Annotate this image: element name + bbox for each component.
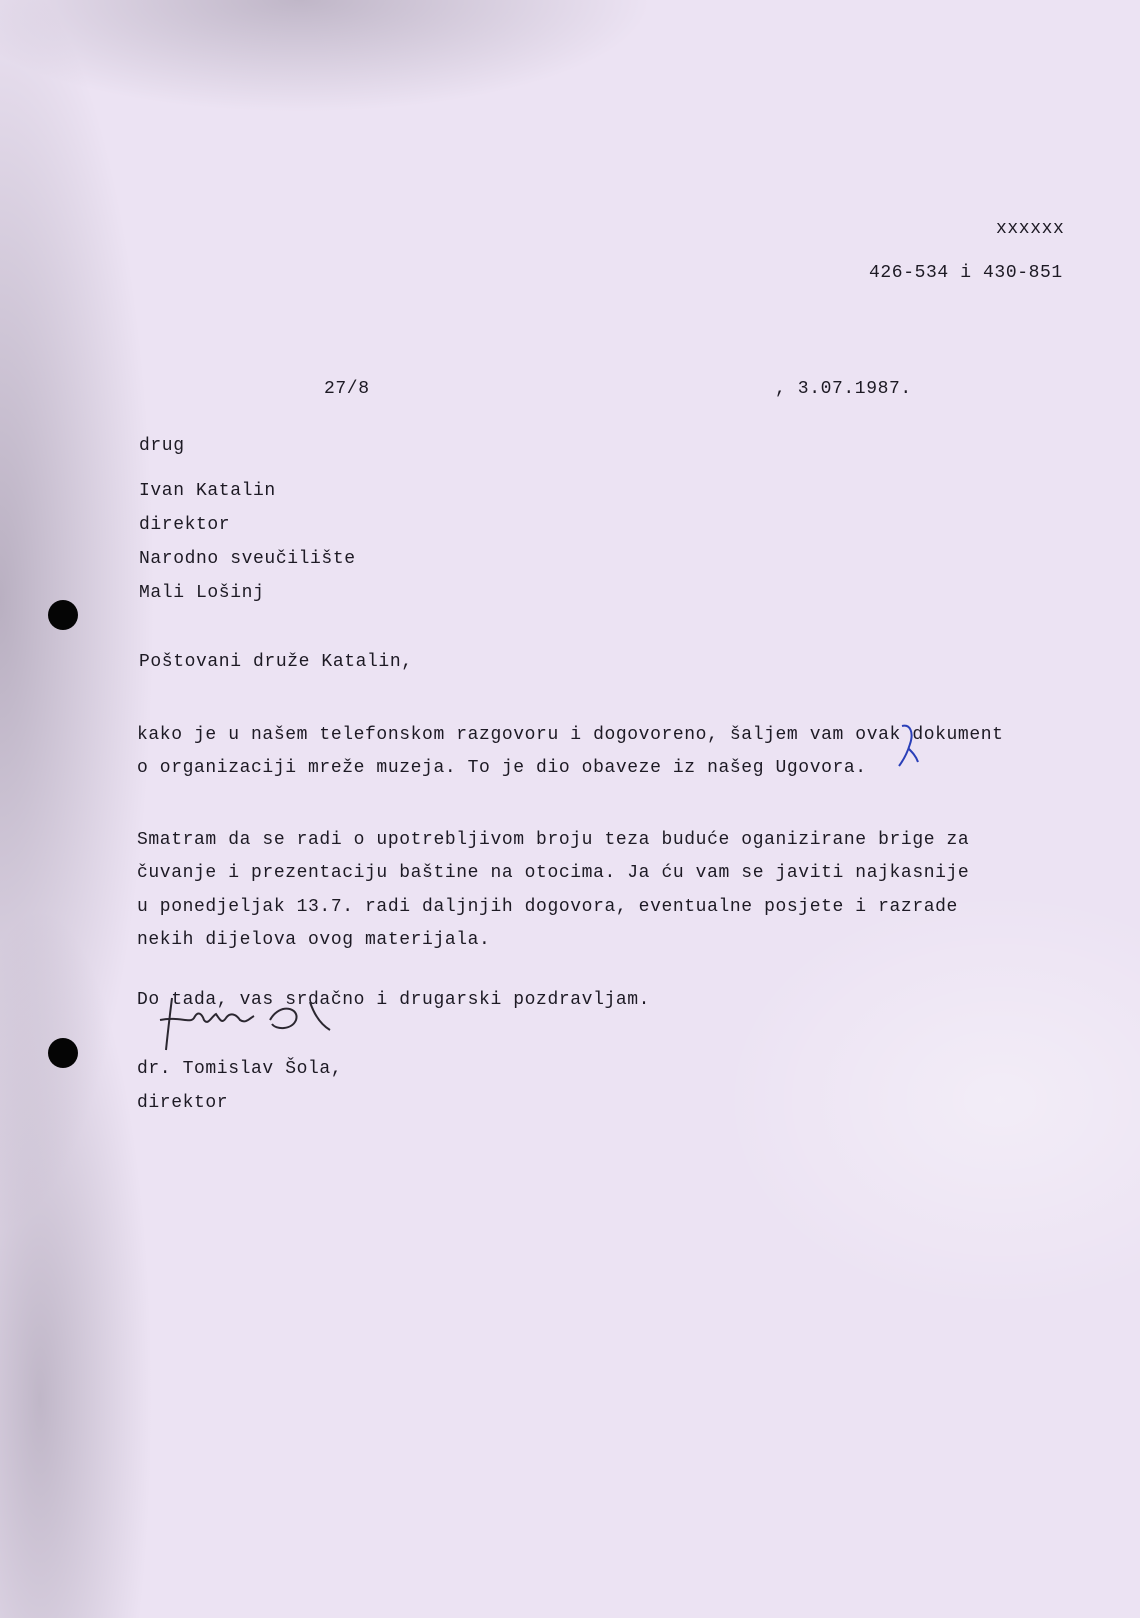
letter-date: , 3.07.1987. [775,379,912,399]
paragraph2-line: nekih dijelova ovog materijala. [137,930,491,950]
paragraph2-line: u ponedjeljak 13.7. radi daljnjih dogovora, eventualne posjete i razrade [137,897,958,917]
paragraph2-line: čuvanje i prezentaciju baštine na otocima. Ja ću vam se javiti najkasnije [137,863,970,883]
greeting: Poštovani druže Katalin, [139,652,413,672]
sender-name: dr. Tomislav Šola, [137,1059,343,1079]
recipient-title: direktor [139,515,231,535]
pen-correction-mark [896,722,922,770]
header-marker: xxxxxx [996,219,1065,239]
sender-title: direktor [137,1093,229,1113]
recipient-salutation: drug [139,436,185,456]
punch-hole [48,600,78,630]
paragraph1-line: kako je u našem telefonskom razgovoru i dogovoreno, šaljem vam ovak dokument [137,725,1004,745]
signature [150,990,360,1060]
paragraph2-line: Smatram da se radi o upotrebljivom broju teza buduće oganizirane brige za [137,830,970,850]
punch-hole [48,1038,78,1068]
closing-line: Do tada, vas srdačno i drugarski pozdravljam. [137,990,651,1010]
reference-number: 27/8 [324,379,370,399]
recipient-name: Ivan Katalin [139,481,276,501]
paragraph1-line: o organizaciji mreže muzeja. To je dio obaveze iz našeg Ugovora. [137,758,867,778]
phone-numbers: 426-534 i 430-851 [869,263,1063,283]
recipient-place: Mali Lošinj [139,583,265,603]
recipient-institution: Narodno sveučilište [139,549,356,569]
